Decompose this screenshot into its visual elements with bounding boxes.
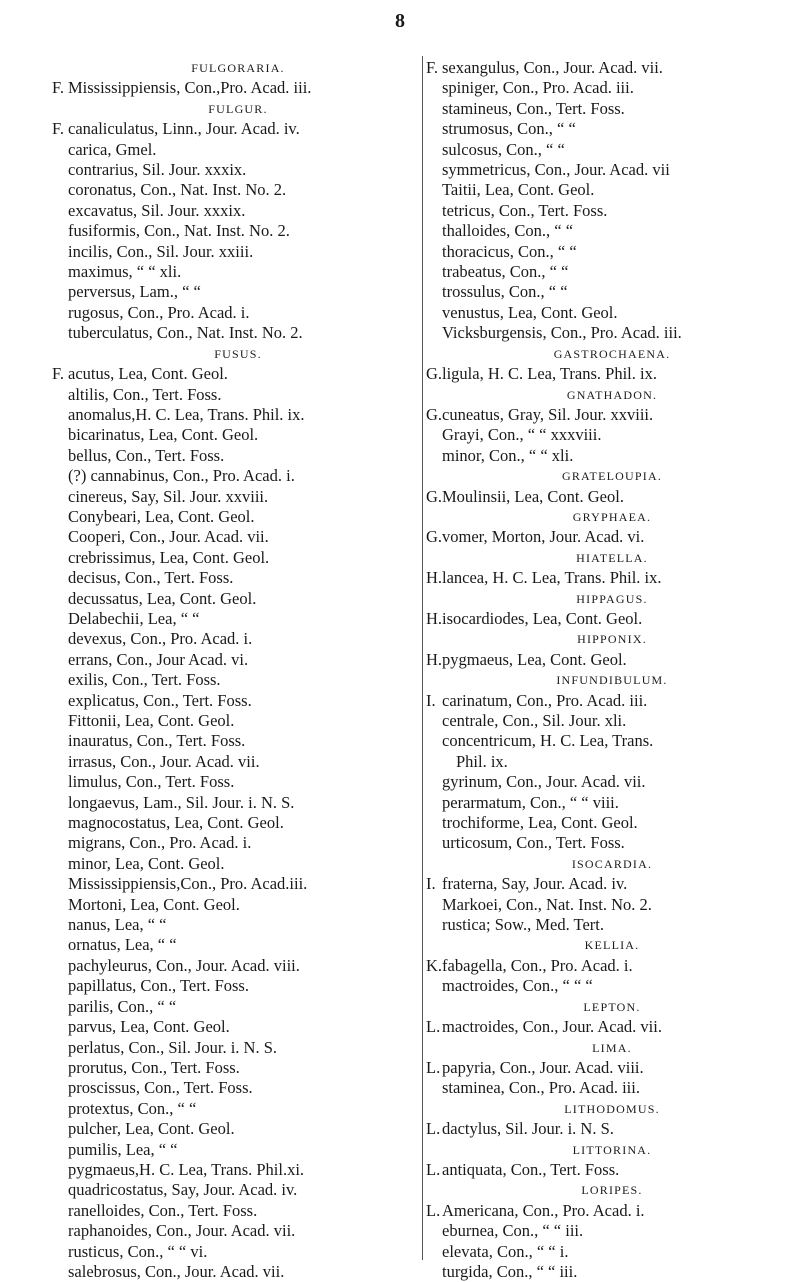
genus-heading: HIPPAGUS. — [576, 591, 648, 606]
entry-text: strumosus, Con., “ “ — [442, 119, 576, 139]
genus-heading: LEPTON. — [583, 999, 641, 1014]
entry-text: perversus, Lam., “ “ — [68, 282, 201, 302]
entry-text: perlatus, Con., Sil. Jour. i. N. S. — [68, 1037, 278, 1057]
entry-text: stamineus, Con., Tert. Foss. — [442, 98, 625, 118]
entry-text: eburnea, Con., “ “ iii. — [442, 1221, 584, 1241]
species-entry — [426, 119, 798, 139]
species-entry — [52, 1180, 424, 1200]
entry-text: canaliculatus, Linn., Jour. Acad. iv. — [68, 119, 300, 139]
entry-text: papyria, Con., Jour. Acad. viii. — [442, 1057, 644, 1077]
species-entry — [426, 1119, 798, 1139]
species-entry — [52, 956, 424, 976]
species-entry — [52, 772, 424, 792]
species-entry — [426, 58, 798, 78]
entry-text: Vicksburgensis, Con., Pro. Acad. iii. — [442, 323, 682, 343]
entry-text: tetricus, Con., Tert. Foss. — [442, 200, 608, 220]
entry-text: Americana, Con., Pro. Acad. i. — [442, 1200, 645, 1220]
species-entry — [52, 854, 424, 874]
entry-text: fabagella, Con., Pro. Acad. i. — [442, 955, 633, 975]
species-entry — [52, 895, 424, 915]
entry-text: Mortoni, Lea, Cont. Geol. — [68, 894, 240, 914]
entry-text: bicarinatus, Lea, Cont. Geol. — [68, 425, 259, 445]
species-entry — [426, 895, 798, 915]
entry-text: turgida, Con., “ “ iii. — [442, 1261, 578, 1281]
genus-heading: LIMA. — [592, 1040, 632, 1055]
entry-text: pachyleurus, Con., Jour. Acad. viii. — [68, 955, 300, 975]
genus-heading: FUSUS. — [214, 346, 262, 361]
genus-initial: L. — [426, 1017, 441, 1037]
entry-text: gyrinum, Con., Jour. Acad. vii. — [442, 772, 646, 792]
entry-text: cuneatus, Gray, Sil. Jour. xxviii. — [442, 404, 654, 424]
entry-text: longaevus, Lam., Sil. Jour. i. N. S. — [68, 792, 295, 812]
entry-text: (?) cannabinus, Con., Pro. Acad. i. — [68, 466, 295, 486]
species-entry — [426, 956, 798, 976]
species-entry — [426, 568, 798, 588]
entry-text: trabeatus, Con., “ “ — [442, 262, 569, 282]
entry-text: exilis, Con., Tert. Foss. — [68, 670, 221, 690]
entry-text: anomalus,H. C. Lea, Trans. Phil. ix. — [68, 404, 305, 424]
entry-text: limulus, Con., Tert. Foss. — [68, 772, 235, 792]
entry-text: parilis, Con., “ “ — [68, 996, 177, 1016]
genus-initial: F. — [52, 78, 64, 98]
species-entry — [52, 1262, 424, 1282]
entry-text: explicatus, Con., Tert. Foss. — [68, 690, 252, 710]
entry-text: crebrissimus, Lea, Cont. Geol. — [68, 547, 270, 567]
species-entry — [426, 242, 798, 262]
entry-text: Markoei, Con., Nat. Inst. No. 2. — [442, 894, 652, 914]
species-entry — [426, 609, 798, 629]
species-entry — [426, 813, 798, 833]
species-entry — [52, 1201, 424, 1221]
genus-initial: L. — [426, 1159, 441, 1179]
entry-text: pygmaeus,H. C. Lea, Trans. Phil.xi. — [68, 1159, 305, 1179]
entry-text: vomer, Morton, Jour. Acad. vi. — [442, 527, 645, 547]
genus-initial: I. — [426, 874, 436, 894]
entry-text: elevata, Con., “ “ i. — [442, 1241, 569, 1261]
entry-text: sexangulus, Con., Jour. Acad. vii. — [442, 58, 663, 77]
species-entry — [426, 180, 798, 200]
entry-text: Mississippiensis, Con.,Pro. Acad. iii. — [68, 78, 312, 98]
species-entry — [52, 670, 424, 690]
entry-text: errans, Con., Jour Acad. vi. — [68, 649, 249, 669]
genus-initial: F. — [52, 119, 64, 139]
species-entry — [52, 507, 424, 527]
genus-heading: LITTORINA. — [572, 1142, 652, 1157]
species-entry — [52, 691, 424, 711]
species-entry — [52, 1119, 424, 1139]
entry-text: lancea, H. C. Lea, Trans. Phil. ix. — [442, 568, 662, 588]
entry-text: fraterna, Say, Jour. Acad. iv. — [442, 874, 628, 894]
entry-text: Cooperi, Con., Jour. Acad. vii. — [68, 527, 269, 547]
entry-text: Conybeari, Lea, Cont. Geol. — [68, 506, 255, 526]
species-entry — [52, 364, 424, 384]
page-number: 8 — [395, 10, 405, 32]
entry-text: Phil. ix. — [456, 751, 508, 771]
species-entry — [52, 874, 424, 894]
genus-initial: H. — [426, 649, 443, 669]
entry-text: perarmatum, Con., “ “ viii. — [442, 792, 619, 812]
species-entry — [426, 446, 798, 466]
entry-text: Taitii, Lea, Cont. Geol. — [442, 180, 595, 200]
entry-text: ranelloides, Con., Tert. Foss. — [68, 1200, 258, 1220]
entry-text: incilis, Con., Sil. Jour. xxiii. — [68, 241, 254, 261]
entry-text: prorutus, Con., Tert. Foss. — [68, 1057, 240, 1077]
entry-text: centrale, Con., Sil. Jour. xli. — [442, 711, 627, 730]
entry-text: Mississippiensis,Con., Pro. Acad.iii. — [68, 874, 308, 894]
entry-text: carinatum, Con., Pro. Acad. iii. — [442, 690, 648, 710]
entry-text: protextus, Con., “ “ — [68, 1098, 197, 1118]
entry-text: Grayi, Con., “ “ xxxviii. — [442, 425, 602, 445]
genus-initial: I. — [426, 690, 436, 710]
species-entry — [426, 731, 798, 751]
species-entry — [52, 1058, 424, 1078]
entry-text: carica, Gmel. — [68, 139, 157, 159]
species-entry — [52, 813, 424, 833]
genus-heading: LORIPES. — [581, 1183, 643, 1198]
species-entry — [426, 221, 798, 241]
species-entry — [426, 833, 798, 853]
species-entry — [426, 323, 798, 343]
entry-text: pulcher, Lea, Cont. Geol. — [68, 1119, 235, 1139]
entry-text: altilis, Con., Tert. Foss. — [68, 384, 222, 404]
entry-text: magnocostatus, Lea, Cont. Geol. — [68, 813, 284, 833]
species-entry — [52, 446, 424, 466]
entry-text: bellus, Con., Tert. Foss. — [68, 445, 225, 465]
entry-text: mactroides, Con., “ “ “ — [442, 976, 593, 996]
species-entry — [52, 1078, 424, 1098]
species-entry — [426, 1262, 798, 1282]
species-entry — [426, 1160, 798, 1180]
species-entry — [52, 568, 424, 588]
species-entry — [52, 976, 424, 996]
entry-text: mactroides, Con., Jour. Acad. vii. — [442, 1017, 662, 1037]
entry-text: proscissus, Con., Tert. Foss. — [68, 1078, 253, 1098]
genus-heading: ISOCARDIA. — [571, 856, 653, 871]
entry-text: ligula, H. C. Lea, Trans. Phil. ix. — [442, 364, 657, 384]
entry-text: salebrosus, Con., Jour. Acad. vii. — [68, 1261, 285, 1281]
genus-heading: HIATELLA. — [576, 550, 648, 565]
genus-initial: G. — [426, 364, 443, 384]
entry-text: concentricum, H. C. Lea, Trans. — [442, 731, 654, 751]
genus-heading: KELLIA. — [584, 938, 640, 953]
species-entry — [426, 364, 798, 384]
genus-heading: FULGUR. — [208, 101, 268, 116]
left-column — [52, 58, 424, 1282]
entry-text: parvus, Lea, Cont. Geol. — [68, 1017, 230, 1037]
species-entry — [426, 793, 798, 813]
species-entry — [426, 282, 798, 302]
genus-heading: LITHODOMUS. — [564, 1101, 660, 1116]
species-entry — [52, 242, 424, 262]
species-entry — [52, 487, 424, 507]
genus-initial: L. — [426, 1200, 441, 1220]
entry-text: tuberculatus, Con., Nat. Inst. No. 2. — [68, 323, 303, 343]
species-entry — [426, 772, 798, 792]
entry-text: isocardiodes, Lea, Cont. Geol. — [442, 608, 643, 628]
species-entry — [426, 1242, 798, 1262]
entry-text: migrans, Con., Pro. Acad. i. — [68, 833, 252, 853]
entry-text: Moulinsii, Lea, Cont. Geol. — [442, 486, 624, 506]
entry-text: ornatus, Lea, “ “ — [68, 935, 177, 955]
species-entry — [426, 711, 798, 731]
genus-initial: G. — [426, 527, 443, 547]
entry-text: antiquata, Con., Tert. Foss. — [442, 1159, 620, 1179]
entry-text: symmetricus, Con., Jour. Acad. vii — [442, 160, 670, 180]
species-entry — [52, 119, 424, 139]
species-entry — [52, 1160, 424, 1180]
species-entry — [52, 1242, 424, 1262]
species-entry — [426, 527, 798, 547]
species-entry — [426, 691, 798, 711]
entry-text: rusticus, Con., “ “ vi. — [68, 1241, 208, 1261]
species-entry — [52, 180, 424, 200]
species-entry — [52, 303, 424, 323]
species-entry — [52, 650, 424, 670]
species-entry — [426, 1201, 798, 1221]
species-entry — [52, 731, 424, 751]
genus-heading: INFUNDIBULUM. — [556, 673, 668, 688]
entry-text: urticosum, Con., Tert. Foss. — [442, 833, 625, 853]
entry-text: decussatus, Lea, Cont. Geol. — [68, 588, 257, 608]
species-entry — [52, 833, 424, 853]
species-entry — [426, 140, 798, 160]
species-entry — [426, 78, 798, 98]
entry-text: venustus, Lea, Cont. Geol. — [442, 302, 618, 322]
entry-text: pygmaeus, Lea, Cont. Geol. — [442, 649, 627, 669]
entry-text: fusiformis, Con., Nat. Inst. No. 2. — [68, 221, 290, 241]
species-entry — [52, 282, 424, 302]
genus-heading: GRATELOUPIA. — [561, 469, 663, 484]
entry-text: papillatus, Con., Tert. Foss. — [68, 976, 249, 996]
entry-text: spiniger, Con., Pro. Acad. iii. — [442, 78, 634, 98]
genus-initial: H. — [426, 608, 443, 628]
species-entry — [52, 711, 424, 731]
entry-text: minor, Lea, Cont. Geol. — [68, 853, 225, 873]
species-entry — [426, 874, 798, 894]
species-entry — [426, 1221, 798, 1241]
entry-text: acutus, Lea, Cont. Geol. — [68, 364, 228, 384]
entry-text: trossulus, Con., “ “ — [442, 282, 568, 302]
species-entry — [52, 1017, 424, 1037]
species-entry — [52, 589, 424, 609]
genus-initial: K. — [426, 955, 443, 975]
entry-text: irrasus, Con., Jour. Acad. vii. — [68, 751, 260, 771]
species-entry — [52, 793, 424, 813]
species-entry — [52, 629, 424, 649]
entry-text: thoracicus, Con., “ “ — [442, 241, 577, 261]
entry-text: raphanoides, Con., Jour. Acad. vii. — [68, 1221, 296, 1241]
genus-initial: H. — [426, 568, 443, 588]
species-entry-continuation — [426, 752, 798, 772]
species-entry — [426, 1058, 798, 1078]
species-entry — [426, 262, 798, 282]
species-entry — [426, 1017, 798, 1037]
species-entry — [52, 262, 424, 282]
genus-heading: GASTROCHAENA. — [553, 346, 671, 361]
genus-heading: GNATHADON. — [566, 387, 658, 402]
genus-initial: F. — [52, 364, 64, 384]
species-entry — [52, 915, 424, 935]
species-entry — [52, 201, 424, 221]
entry-text: thalloides, Con., “ “ — [442, 221, 574, 241]
species-entry — [52, 466, 424, 486]
species-entry — [426, 405, 798, 425]
species-entry — [52, 1221, 424, 1241]
entry-text: sulcosus, Con., “ “ — [442, 139, 565, 159]
entry-text: decisus, Con., Tert. Foss. — [68, 568, 234, 588]
genus-initial: G. — [426, 404, 443, 424]
species-entry — [52, 1140, 424, 1160]
entry-text: coronatus, Con., Nat. Inst. No. 2. — [68, 180, 287, 200]
species-entry — [52, 609, 424, 629]
species-entry — [52, 385, 424, 405]
entry-text: Fittonii, Lea, Cont. Geol. — [68, 711, 235, 730]
species-entry — [52, 1038, 424, 1058]
species-entry — [426, 650, 798, 670]
species-entry — [52, 752, 424, 772]
species-entry — [52, 997, 424, 1017]
genus-heading: FULGORARIA. — [191, 61, 285, 75]
entry-text: excavatus, Sil. Jour. xxxix. — [68, 200, 246, 220]
entry-text: devexus, Con., Pro. Acad. i. — [68, 629, 253, 649]
species-entry — [426, 487, 798, 507]
genus-initial: L. — [426, 1119, 441, 1139]
species-entry — [426, 99, 798, 119]
entry-text: minor, Con., “ “ xli. — [442, 445, 574, 465]
species-entry — [52, 1099, 424, 1119]
species-entry — [426, 976, 798, 996]
genus-initial: G. — [426, 486, 443, 506]
entry-text: contrarius, Sil. Jour. xxxix. — [68, 160, 247, 180]
species-entry — [426, 160, 798, 180]
entry-text: quadricostatus, Say, Jour. Acad. iv. — [68, 1180, 298, 1200]
species-entry — [426, 201, 798, 221]
entry-text: maximus, “ “ xli. — [68, 262, 182, 282]
species-entry — [426, 915, 798, 935]
entry-text: inauratus, Con., Tert. Foss. — [68, 731, 246, 751]
entry-text: rustica; Sow., Med. Tert. — [442, 915, 604, 935]
species-entry — [52, 405, 424, 425]
species-entry — [52, 935, 424, 955]
genus-initial: F. — [426, 58, 438, 77]
entry-text: staminea, Con., Pro. Acad. iii. — [442, 1078, 640, 1098]
species-entry — [52, 527, 424, 547]
entry-text: Delabechii, Lea, “ “ — [68, 608, 200, 628]
genus-initial: L. — [426, 1057, 441, 1077]
species-entry — [52, 323, 424, 343]
species-entry — [52, 548, 424, 568]
species-entry — [52, 78, 424, 98]
entry-text: cinereus, Say, Sil. Jour. xxviii. — [68, 486, 269, 506]
right-column — [426, 58, 798, 1282]
entry-text: dactylus, Sil. Jour. i. N. S. — [442, 1119, 614, 1139]
species-entry — [426, 303, 798, 323]
species-entry — [426, 425, 798, 445]
species-entry — [426, 1078, 798, 1098]
entry-text: nanus, Lea, “ “ — [68, 915, 167, 935]
genus-heading: GRYPHAEA. — [572, 509, 652, 524]
species-entry — [52, 425, 424, 445]
species-entry — [52, 140, 424, 160]
species-entry — [52, 221, 424, 241]
genus-heading: HIPPONIX. — [577, 632, 647, 647]
entry-text: trochiforme, Lea, Cont. Geol. — [442, 813, 638, 833]
species-entry — [52, 160, 424, 180]
entry-text: rugosus, Con., Pro. Acad. i. — [68, 302, 250, 322]
entry-text: pumilis, Lea, “ “ — [68, 1139, 178, 1159]
column-divider — [422, 56, 423, 1260]
